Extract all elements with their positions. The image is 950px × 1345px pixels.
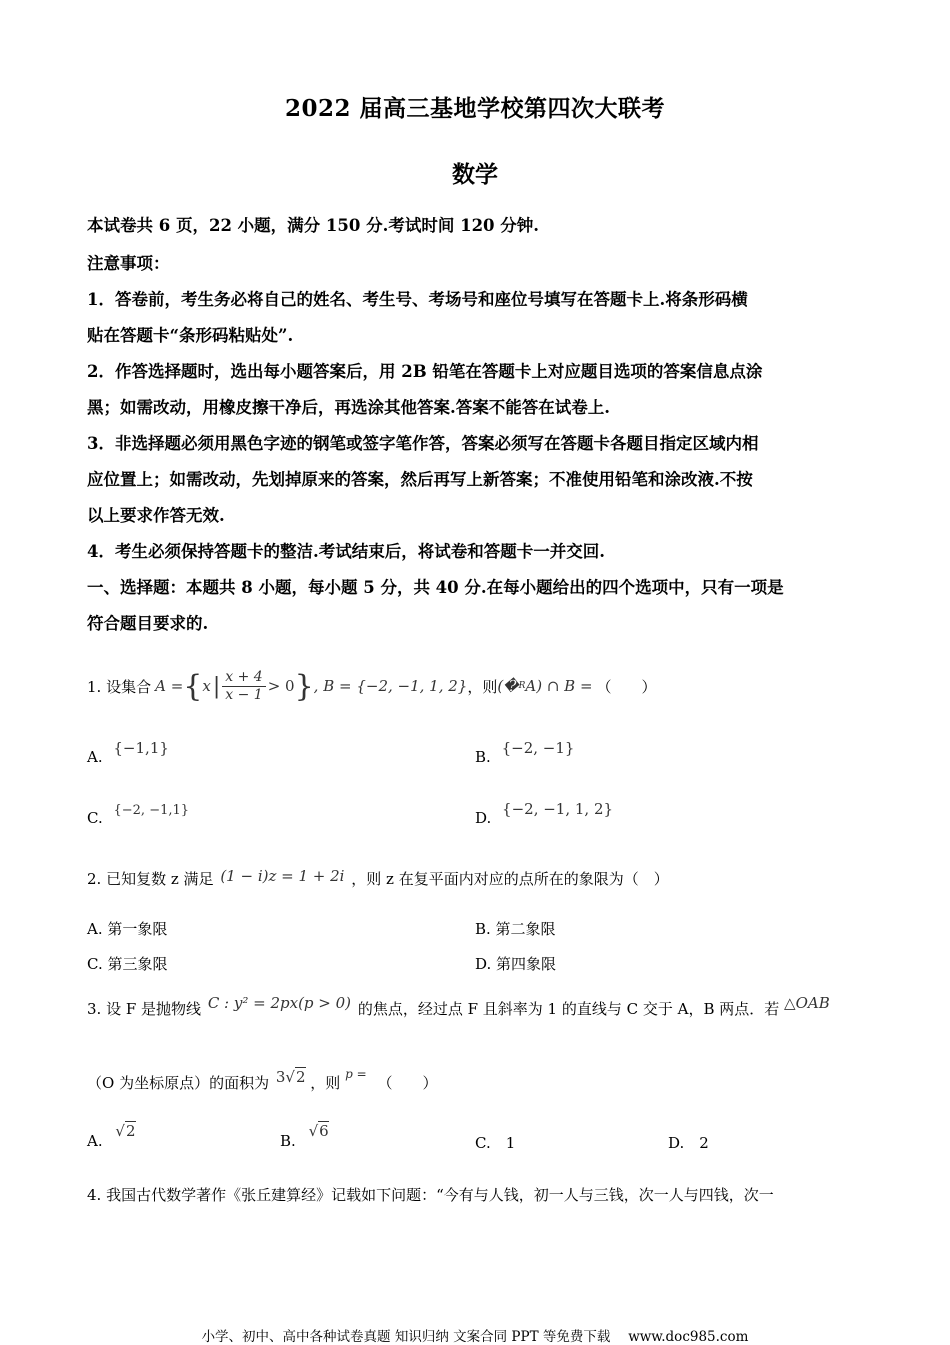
q1-set-a-var: x [202,677,211,695]
q1-option-d-label: D. [475,809,492,827]
q1-frac-numerator: x + 4 [222,669,265,687]
section-1-line-1: 一、选择题：本题共 8 小题，每小题 5 分，共 40 分.在每小题给出的四个选项中，只有一项是 [87,578,784,597]
q3-parabola: C : y² = 2px(p > 0) [207,994,352,1012]
q1-option-a [87,739,169,766]
note-4: 4．考生必须保持答题卡的整洁.考试结束后，将试卷和答题卡一并交回. [87,542,605,561]
q1-expr-rest: A) ∩ B = [525,677,593,695]
q3-prefix: 3. 设 F 是抛物线 [87,1000,202,1018]
q1-fraction [222,669,265,704]
note-3-line-3: 以上要求作答无效. [87,506,225,525]
q1-option-b-value: {−2, −1} [501,739,575,757]
q3-option-b-radicand: 6 [319,1122,329,1140]
subject-title: 数学 [452,161,498,188]
note-3-line-1: 3．非选择题必须用黑色字迹的钢笔或签字笔作答，答案必须写在答题卡各题目指定区域内相 [87,434,759,453]
note-2-line-2: 黑；如需改动，用橡皮擦干净后，再选涂其他答案.答案不能答在试卷上. [87,398,610,417]
q1-set-a-lhs: A = [155,677,184,695]
note-1-line-2: 贴在答题卡“条形码粘贴处”. [87,326,294,345]
section-1-line-2: 符合题目要求的. [87,614,209,633]
q2-option-c: C. 第三象限 [87,955,168,973]
sqrt-icon: √2 [285,1068,306,1086]
question-2-stem [87,868,669,889]
note-3-line-2: 应位置上；如需改动，先划掉原来的答案，然后再写上新答案；不准使用铅笔和涂改液.不按 [87,470,753,489]
q2-option-b: B. 第二象限 [475,920,556,938]
q2-suffix: ，则 z 在复平面内对应的点所在的象限为（ ） [351,870,669,888]
set-bar-icon: | [212,673,221,699]
q2-option-d: D. 第四象限 [475,955,557,973]
note-1-line-1: 1．答卷前，考生务必将自己的姓名、考生号、考场号和座位号填写在答题卡上.将条形码横 [87,290,748,309]
q3-line2-prefix: （O 为坐标原点）的面积为 [87,1074,270,1092]
q1-then: ，则 [467,677,498,696]
q1-option-a-value: {−1,1} [113,739,169,757]
q1-set-b: , B = {−2, −1, 1, 2} [313,677,468,695]
q1-option-c [87,803,190,827]
question-3-line-2 [87,1067,438,1093]
q1-option-d [475,800,614,827]
q3-answer-paren: （ ） [377,1074,438,1092]
exam-summary: 本试卷共 6 页，22 小题，满分 150 分.考试时间 120 分钟. [87,216,540,235]
page-footer: 小学、初中、高中各种试卷真题 知识归纳 文案合同 PPT 等免费下载 www.doc985.com [201,1329,749,1345]
q3-option-b [280,1122,329,1150]
note-2-line-1: 2．作答选择题时，选出每小题答案后，用 2B 铅笔在答题卡上对应题目选项的答案信息点涂 [87,362,763,381]
sqrt-icon: √2 [115,1122,136,1140]
q1-option-c-label: C. [87,809,103,827]
q3-option-a [87,1122,136,1150]
left-brace-icon: { [183,668,203,704]
notice-heading: 注意事项： [87,254,170,273]
q1-option-b-label: B. [475,748,491,766]
sqrt-icon: √6 [308,1122,329,1140]
q1-option-b [475,739,575,766]
q3-area-value [276,1068,310,1086]
q1-expr-sub: R [518,681,526,691]
question-4-line-1: 4. 我国古代数学著作《张丘建算经》记载如下问题：“今有与人钱，初一人与三钱，次一人与四钱，次一 [87,1186,774,1204]
q1-answer-paren: （ ） [596,677,657,696]
q2-option-a: A. 第一象限 [87,920,168,938]
q1-frac-denominator: x − 1 [225,686,263,703]
q1-expr: (� [497,677,519,695]
q3-line2-then: ，则 [310,1074,341,1092]
q2-equation: (1 − i)z = 1 + 2i [220,867,345,885]
q3-area-coef: 3 [275,1068,286,1086]
q1-option-a-label: A. [87,748,103,766]
q1-option-c-value: {−2, −1,1} [113,803,190,818]
q1-set-a-condition: > 0 [267,677,295,695]
question-3-stem [87,994,830,1019]
q3-option-a-label: A. [87,1132,103,1150]
q3-option-d: D. 2 [668,1134,709,1152]
q3-option-b-label: B. [280,1132,296,1150]
right-brace-icon: } [294,668,314,704]
q3-p-eq: p = [345,1067,367,1081]
q3-option-c: C. 1 [475,1134,516,1152]
q3-middle: 的焦点，经过点 F 且斜率为 1 的直线与 C 交于 A，B 两点．若 [357,1000,780,1018]
exam-title: 2022 届高三基地学校第四次大联考 [284,95,666,122]
q3-triangle: △OAB [784,994,830,1012]
question-1-stem [87,668,657,704]
q3-option-a-radicand: 2 [125,1122,136,1140]
q2-prefix: 2. 已知复数 z 满足 [87,870,214,888]
q1-prefix: 1. 设集合 [87,677,152,696]
q1-option-d-value: {−2, −1, 1, 2} [502,800,614,818]
